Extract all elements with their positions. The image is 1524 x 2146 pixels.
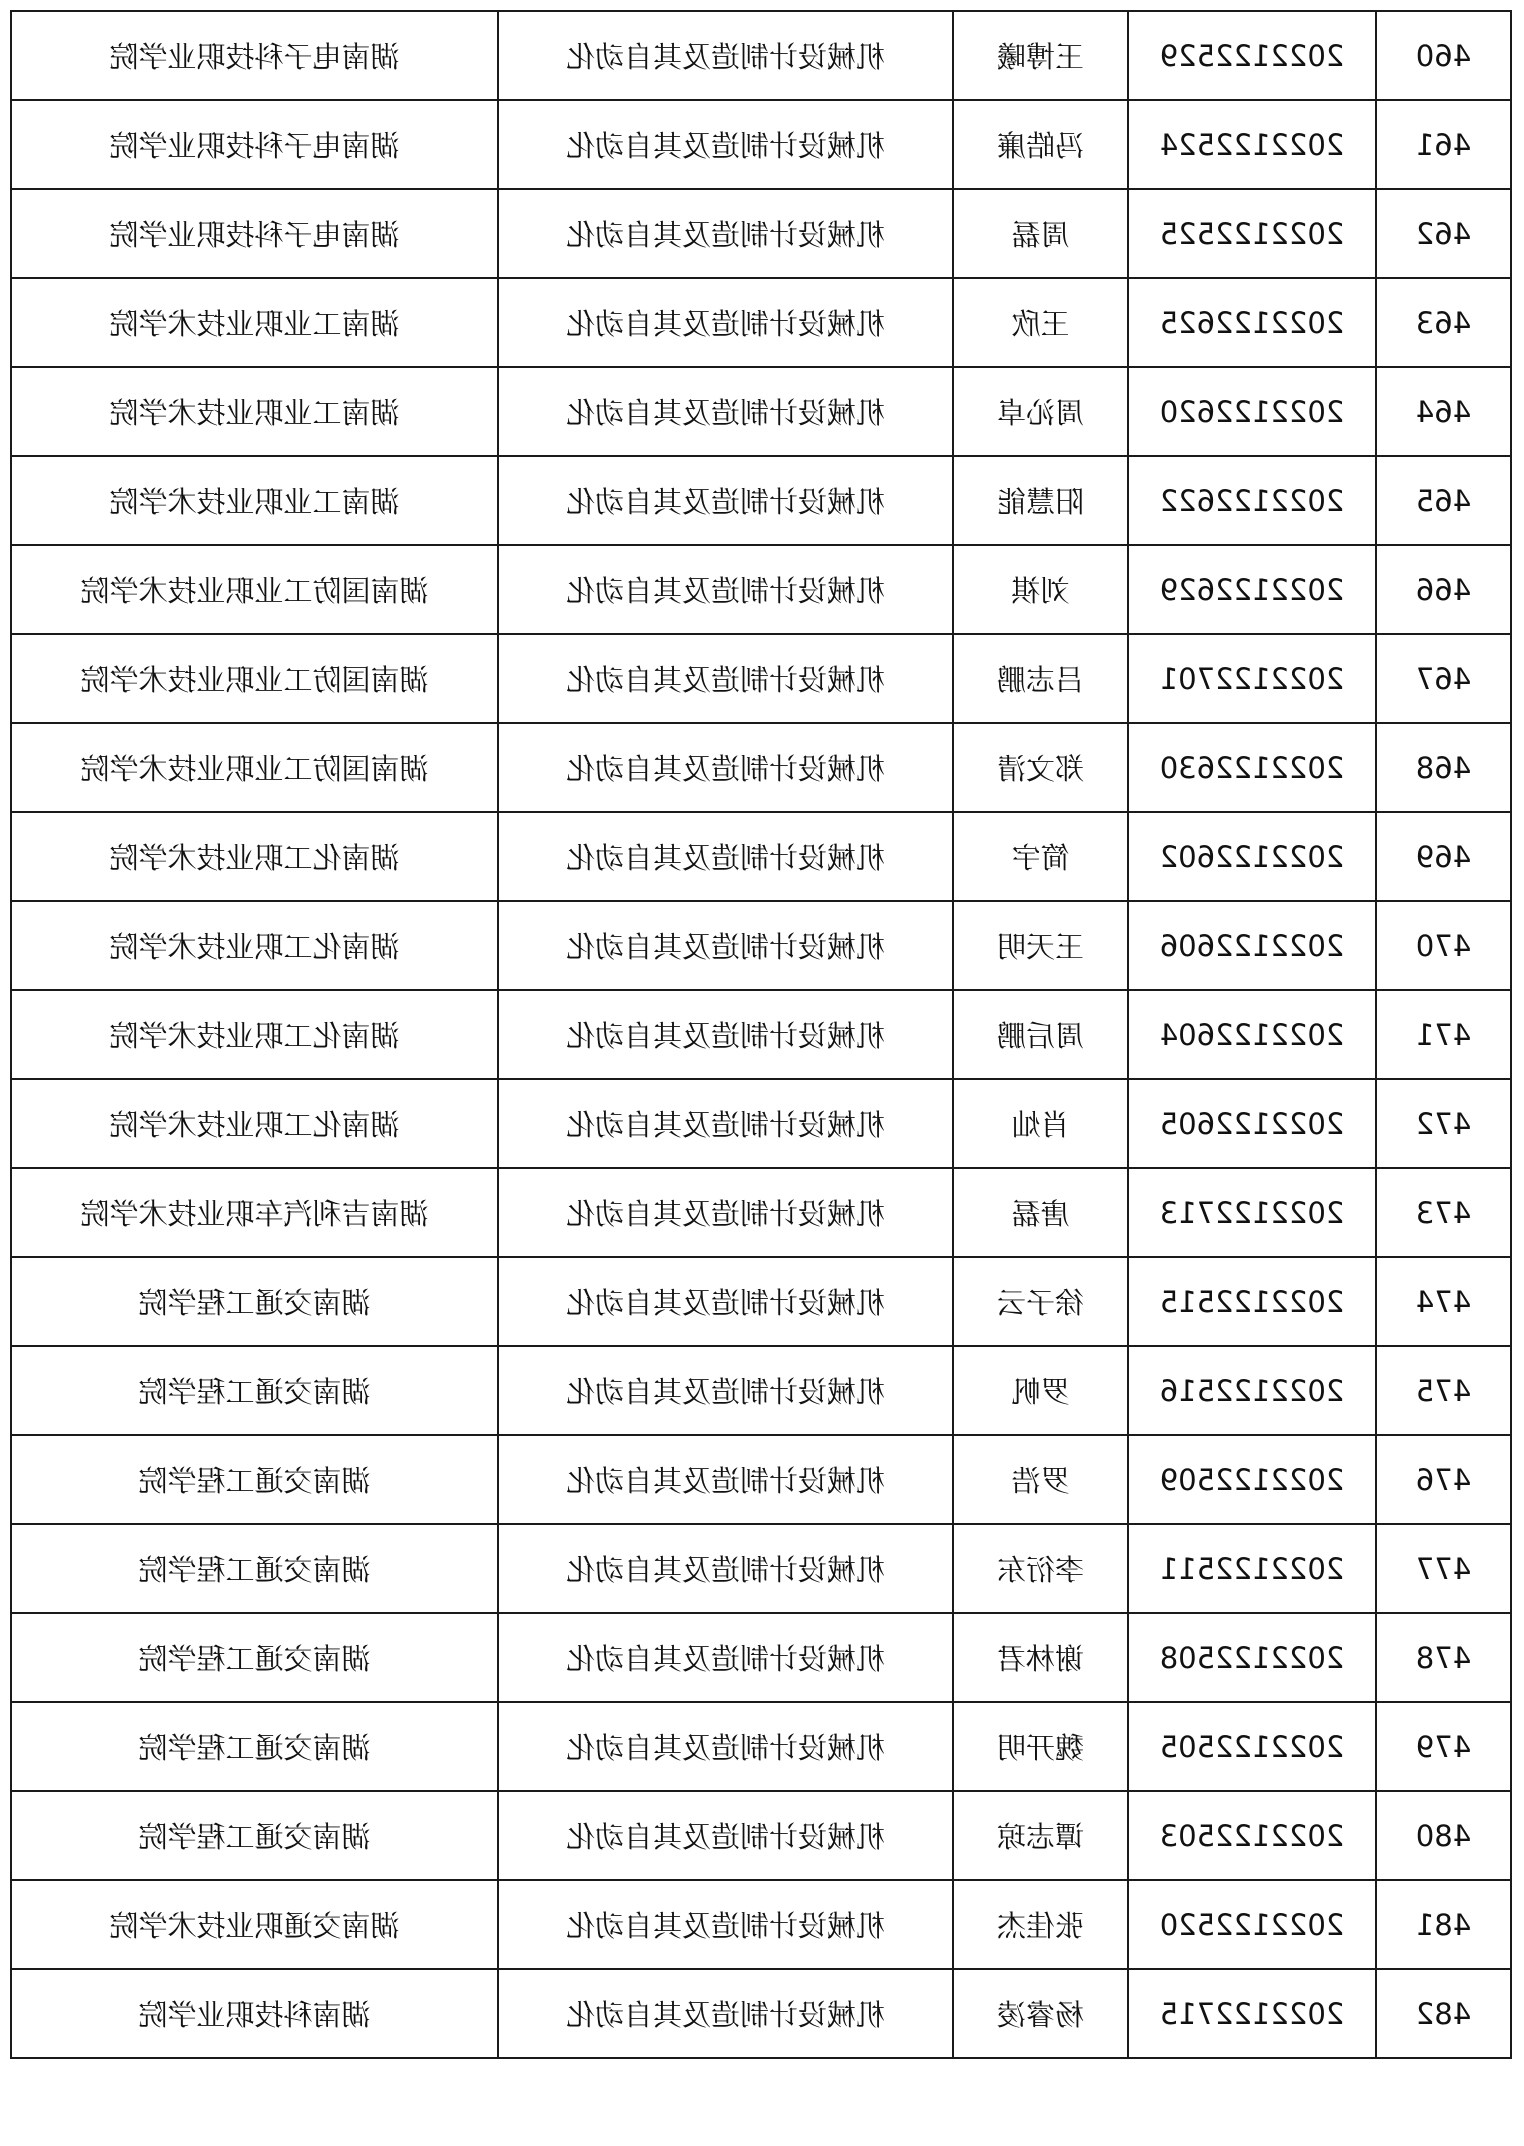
row-number-cell: 475 xyxy=(1376,1346,1511,1435)
student-id-cell: 2022122604 xyxy=(1128,990,1376,1079)
major-cell: 机械设计制造及其自动化 xyxy=(498,545,953,634)
major-cell: 机械设计制造及其自动化 xyxy=(498,11,953,100)
table-row xyxy=(11,901,1511,990)
school-cell: 湖南交通工程学院 xyxy=(11,1257,498,1346)
major-cell: 机械设计制造及其自动化 xyxy=(498,1168,953,1257)
row-number-cell: 481 xyxy=(1376,1880,1511,1969)
table-row xyxy=(11,545,1511,634)
student-name-cell: 简宇 xyxy=(953,812,1128,901)
student-id-cell: 2022122620 xyxy=(1128,367,1376,456)
row-number-cell: 478 xyxy=(1376,1613,1511,1702)
school-cell: 湖南国防工业职业技术学院 xyxy=(11,634,498,723)
row-number-cell: 476 xyxy=(1376,1435,1511,1524)
row-number-cell: 465 xyxy=(1376,456,1511,545)
row-number-cell: 479 xyxy=(1376,1702,1511,1791)
student-id-cell: 2022122713 xyxy=(1128,1168,1376,1257)
student-name-cell: 周磊 xyxy=(953,189,1128,278)
school-cell: 湖南化工职业技术学院 xyxy=(11,812,498,901)
student-id-cell: 2022122524 xyxy=(1128,100,1376,189)
table-row xyxy=(11,456,1511,545)
table-row xyxy=(11,1613,1511,1702)
major-cell: 机械设计制造及其自动化 xyxy=(498,1079,953,1168)
row-number-cell: 463 xyxy=(1376,278,1511,367)
major-cell: 机械设计制造及其自动化 xyxy=(498,456,953,545)
row-number-cell: 472 xyxy=(1376,1079,1511,1168)
student-id-cell: 2022122508 xyxy=(1128,1613,1376,1702)
row-number-cell: 466 xyxy=(1376,545,1511,634)
student-id-cell: 2022122520 xyxy=(1128,1880,1376,1969)
student-name-cell: 肖灿 xyxy=(953,1079,1128,1168)
student-id-cell: 2022122525 xyxy=(1128,189,1376,278)
major-cell: 机械设计制造及其自动化 xyxy=(498,812,953,901)
major-cell: 机械设计制造及其自动化 xyxy=(498,723,953,812)
row-number-cell: 482 xyxy=(1376,1969,1511,2058)
student-id-cell: 2022122605 xyxy=(1128,1079,1376,1168)
table-row xyxy=(11,1791,1511,1880)
student-name-cell: 罗浩 xyxy=(953,1435,1128,1524)
table-row xyxy=(11,1524,1511,1613)
roster-body xyxy=(11,11,1511,2058)
student-name-cell: 魏开明 xyxy=(953,1702,1128,1791)
student-name-cell: 周后鹏 xyxy=(953,990,1128,1079)
school-cell: 湖南交通工程学院 xyxy=(11,1524,498,1613)
major-cell: 机械设计制造及其自动化 xyxy=(498,1791,953,1880)
student-name-cell: 王欣 xyxy=(953,278,1128,367)
student-id-cell: 2022122511 xyxy=(1128,1524,1376,1613)
school-cell: 湖南电子科技职业学院 xyxy=(11,11,498,100)
table-row xyxy=(11,990,1511,1079)
school-cell: 湖南国防工业职业技术学院 xyxy=(11,545,498,634)
school-cell: 湖南交通工程学院 xyxy=(11,1346,498,1435)
school-cell: 湖南工业职业技术学院 xyxy=(11,456,498,545)
major-cell: 机械设计制造及其自动化 xyxy=(498,990,953,1079)
student-name-cell: 周沁卓 xyxy=(953,367,1128,456)
student-name-cell: 郑文清 xyxy=(953,723,1128,812)
table-row xyxy=(11,1969,1511,2058)
student-id-cell: 2022122630 xyxy=(1128,723,1376,812)
student-id-cell: 2022122602 xyxy=(1128,812,1376,901)
table-row xyxy=(11,278,1511,367)
table-row xyxy=(11,634,1511,723)
major-cell: 机械设计制造及其自动化 xyxy=(498,100,953,189)
student-id-cell: 2022122515 xyxy=(1128,1257,1376,1346)
row-number-cell: 473 xyxy=(1376,1168,1511,1257)
table-row xyxy=(11,1880,1511,1969)
row-number-cell: 460 xyxy=(1376,11,1511,100)
school-cell: 湖南化工职业技术学院 xyxy=(11,990,498,1079)
student-name-cell: 吕志鹏 xyxy=(953,634,1128,723)
student-id-cell: 2022122625 xyxy=(1128,278,1376,367)
school-cell: 湖南电子科技职业学院 xyxy=(11,189,498,278)
table-row xyxy=(11,1257,1511,1346)
school-cell: 湖南交通工程学院 xyxy=(11,1702,498,1791)
school-cell: 湖南化工职业技术学院 xyxy=(11,901,498,990)
student-name-cell: 王博曦 xyxy=(953,11,1128,100)
row-number-cell: 464 xyxy=(1376,367,1511,456)
student-name-cell: 张佳杰 xyxy=(953,1880,1128,1969)
row-number-cell: 462 xyxy=(1376,189,1511,278)
major-cell: 机械设计制造及其自动化 xyxy=(498,901,953,990)
row-number-cell: 471 xyxy=(1376,990,1511,1079)
table-row xyxy=(11,189,1511,278)
major-cell: 机械设计制造及其自动化 xyxy=(498,278,953,367)
school-cell: 湖南化工职业技术学院 xyxy=(11,1079,498,1168)
major-cell: 机械设计制造及其自动化 xyxy=(498,1969,953,2058)
student-id-cell: 2022122629 xyxy=(1128,545,1376,634)
student-id-cell: 2022122622 xyxy=(1128,456,1376,545)
table-row xyxy=(11,11,1511,100)
major-cell: 机械设计制造及其自动化 xyxy=(498,1702,953,1791)
student-name-cell: 谢林君 xyxy=(953,1613,1128,1702)
table-row xyxy=(11,100,1511,189)
student-id-cell: 2022122529 xyxy=(1128,11,1376,100)
row-number-cell: 468 xyxy=(1376,723,1511,812)
table-row xyxy=(11,367,1511,456)
major-cell: 机械设计制造及其自动化 xyxy=(498,1346,953,1435)
major-cell: 机械设计制造及其自动化 xyxy=(498,1880,953,1969)
school-cell: 湖南交通工程学院 xyxy=(11,1613,498,1702)
school-cell: 湖南科技职业学院 xyxy=(11,1969,498,2058)
table-row xyxy=(11,1435,1511,1524)
major-cell: 机械设计制造及其自动化 xyxy=(498,1524,953,1613)
table-row xyxy=(11,1702,1511,1791)
major-cell: 机械设计制造及其自动化 xyxy=(498,634,953,723)
school-cell: 湖南工业职业技术学院 xyxy=(11,278,498,367)
major-cell: 机械设计制造及其自动化 xyxy=(498,189,953,278)
row-number-cell: 461 xyxy=(1376,100,1511,189)
student-id-cell: 2022122516 xyxy=(1128,1346,1376,1435)
student-id-cell: 2022122606 xyxy=(1128,901,1376,990)
table-row xyxy=(11,1079,1511,1168)
school-cell: 湖南交通工程学院 xyxy=(11,1791,498,1880)
row-number-cell: 467 xyxy=(1376,634,1511,723)
student-name-cell: 唐磊 xyxy=(953,1168,1128,1257)
student-name-cell: 徐子云 xyxy=(953,1257,1128,1346)
student-name-cell: 谭志琼 xyxy=(953,1791,1128,1880)
row-number-cell: 470 xyxy=(1376,901,1511,990)
table-row xyxy=(11,812,1511,901)
student-roster-table xyxy=(10,10,1512,2059)
student-name-cell: 王天明 xyxy=(953,901,1128,990)
school-cell: 湖南工业职业技术学院 xyxy=(11,367,498,456)
student-name-cell: 冯皓廉 xyxy=(953,100,1128,189)
student-id-cell: 2022122701 xyxy=(1128,634,1376,723)
student-name-cell: 刘祺 xyxy=(953,545,1128,634)
student-name-cell: 李衍东 xyxy=(953,1524,1128,1613)
student-id-cell: 2022122503 xyxy=(1128,1791,1376,1880)
school-cell: 湖南电子科技职业学院 xyxy=(11,100,498,189)
row-number-cell: 469 xyxy=(1376,812,1511,901)
major-cell: 机械设计制造及其自动化 xyxy=(498,1613,953,1702)
major-cell: 机械设计制造及其自动化 xyxy=(498,1257,953,1346)
student-id-cell: 2022122715 xyxy=(1128,1969,1376,2058)
student-name-cell: 罗帆 xyxy=(953,1346,1128,1435)
school-cell: 湖南吉利汽车职业技术学院 xyxy=(11,1168,498,1257)
major-cell: 机械设计制造及其自动化 xyxy=(498,1435,953,1524)
row-number-cell: 477 xyxy=(1376,1524,1511,1613)
table-row xyxy=(11,1168,1511,1257)
table-row xyxy=(11,1346,1511,1435)
row-number-cell: 474 xyxy=(1376,1257,1511,1346)
major-cell: 机械设计制造及其自动化 xyxy=(498,367,953,456)
school-cell: 湖南国防工业职业技术学院 xyxy=(11,723,498,812)
student-id-cell: 2022122505 xyxy=(1128,1702,1376,1791)
table-row xyxy=(11,723,1511,812)
student-name-cell: 阳慧能 xyxy=(953,456,1128,545)
school-cell: 湖南交通职业技术学院 xyxy=(11,1880,498,1969)
school-cell: 湖南交通工程学院 xyxy=(11,1435,498,1524)
student-id-cell: 2022122509 xyxy=(1128,1435,1376,1524)
student-name-cell: 杨睿凌 xyxy=(953,1969,1128,2058)
row-number-cell: 480 xyxy=(1376,1791,1511,1880)
